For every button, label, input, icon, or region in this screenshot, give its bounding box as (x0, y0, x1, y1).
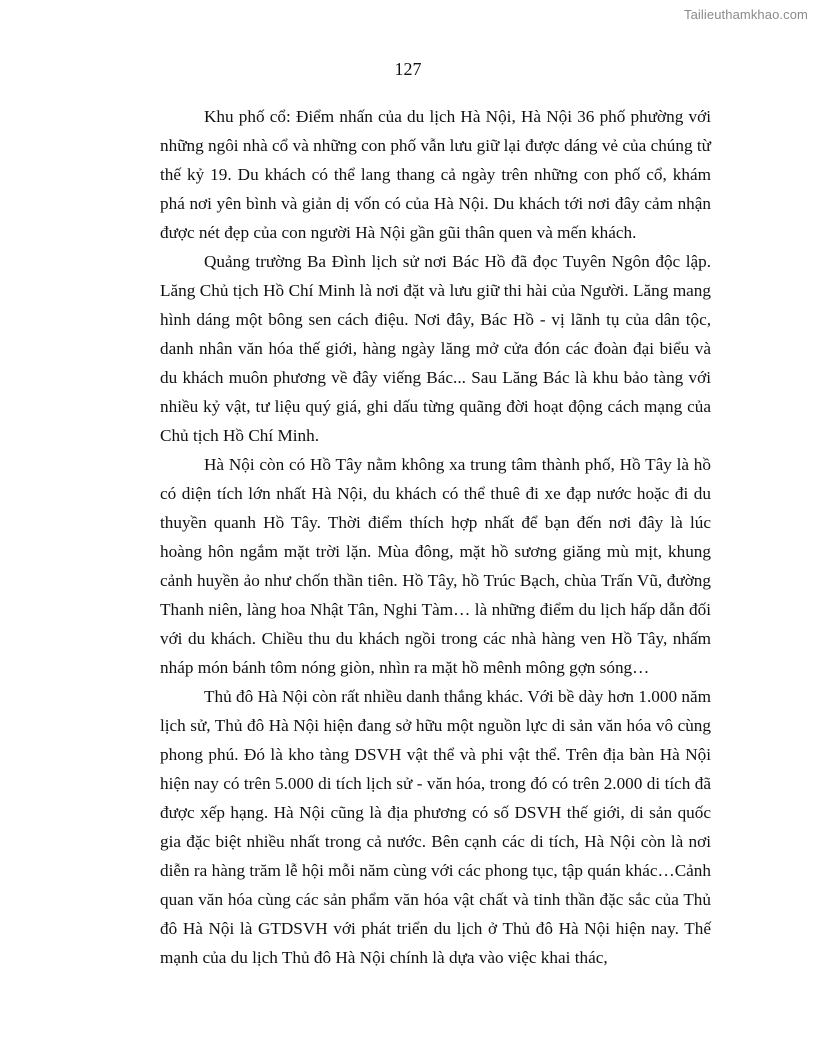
paragraph-west-lake: Hà Nội còn có Hồ Tây nằm không xa trung tâm thành phố, Hồ Tây là hồ có diện tích lớn nhất Hà Nội, du khách có thể thuê đi xe đạp nước hoặc đi du thuyền quanh Hồ Tây. Thời điểm thích hợp nhất để bạn đến nơi đây là lúc hoàng hôn ngắm mặt trời lặn. Mùa đông, mặt hồ sương giăng mù mịt, khung cảnh huyền ảo như chốn thần tiên. Hồ Tây, hồ Trúc Bạch, chùa Trấn Vũ, đường Thanh niên, làng hoa Nhật Tân, Nghi Tàm… là những điểm du lịch hấp dẫn đối với du khách. Chiều thu du khách ngồi trong các nhà hàng ven Hồ Tây, nhấm nháp món bánh tôm nóng giòn, nhìn ra mặt hồ mênh mông gợn sóng… (160, 455, 711, 677)
page-number: 127 (394, 59, 422, 79)
paragraph-old-quarter: Khu phố cổ: Điểm nhấn của du lịch Hà Nội, Hà Nội 36 phố phường với những ngôi nhà cổ và những con phố vẫn lưu giữ lại được dáng vẻ của chúng từ thế kỷ 19. Du khách có thể lang thang cả ngày trên những con phố cổ, khám phá nơi yên bình và giản dị vốn có của Hà Nội. Du khách tới nơi đây cảm nhận được nét đẹp của con người Hà Nội gần gũi thân quen và mến khách. (160, 107, 711, 242)
paragraph-ba-dinh-square: Quảng trường Ba Đình lịch sử nơi Bác Hồ đã đọc Tuyên Ngôn độc lập. Lăng Chủ tịch Hồ Chí Minh là nơi đặt và lưu giữ thi hài của Người. Lăng mang hình dáng một bông sen cách điệu. Nơi đây, Bác Hồ - vị lãnh tụ của dân tộc, danh nhân văn hóa thế giới, hàng ngày lăng mở cửa đón các đoàn đại biểu và du khách muôn phương về đây viếng Bác... Sau Lăng Bác là khu bảo tàng với nhiều kỷ vật, tư liệu quý giá, ghi dấu từng quãng đời hoạt động cách mạng của Chủ tịch Hồ Chí Minh. (160, 252, 711, 445)
watermark-text: Tailieuthamkhao.com (683, 7, 808, 22)
paragraph-cultural-heritage: Thủ đô Hà Nội còn rất nhiều danh thắng khác. Với bề dày hơn 1.000 năm lịch sử, Thủ đô Hà Nội hiện đang sở hữu một nguồn lực di sản văn hóa vô cùng phong phú. Đó là kho tàng DSVH vật thể và phi vật thể. Trên địa bàn Hà Nội hiện nay có trên 5.000 di tích lịch sử - văn hóa, trong đó có trên 2.000 di tích đã được xếp hạng. Hà Nội cũng là địa phương có số DSVH thế giới, di sản quốc gia đặc biệt nhiều nhất trong cả nước. Bên cạnh các di tích, Hà Nội còn là nơi diễn ra hàng trăm lễ hội mỗi năm cùng với các phong tục, tập quán khác…Cảnh quan văn hóa cùng các sản phẩm văn hóa vật chất và tinh thần đặc sắc của Thủ đô Hà Nội là GTDSVH với phát triển du lịch ở Thủ đô Hà Nội hiện nay. Thế mạnh của du lịch Thủ đô Hà Nội chính là dựa vào việc khai thác, (160, 687, 711, 967)
body-text (160, 102, 711, 972)
